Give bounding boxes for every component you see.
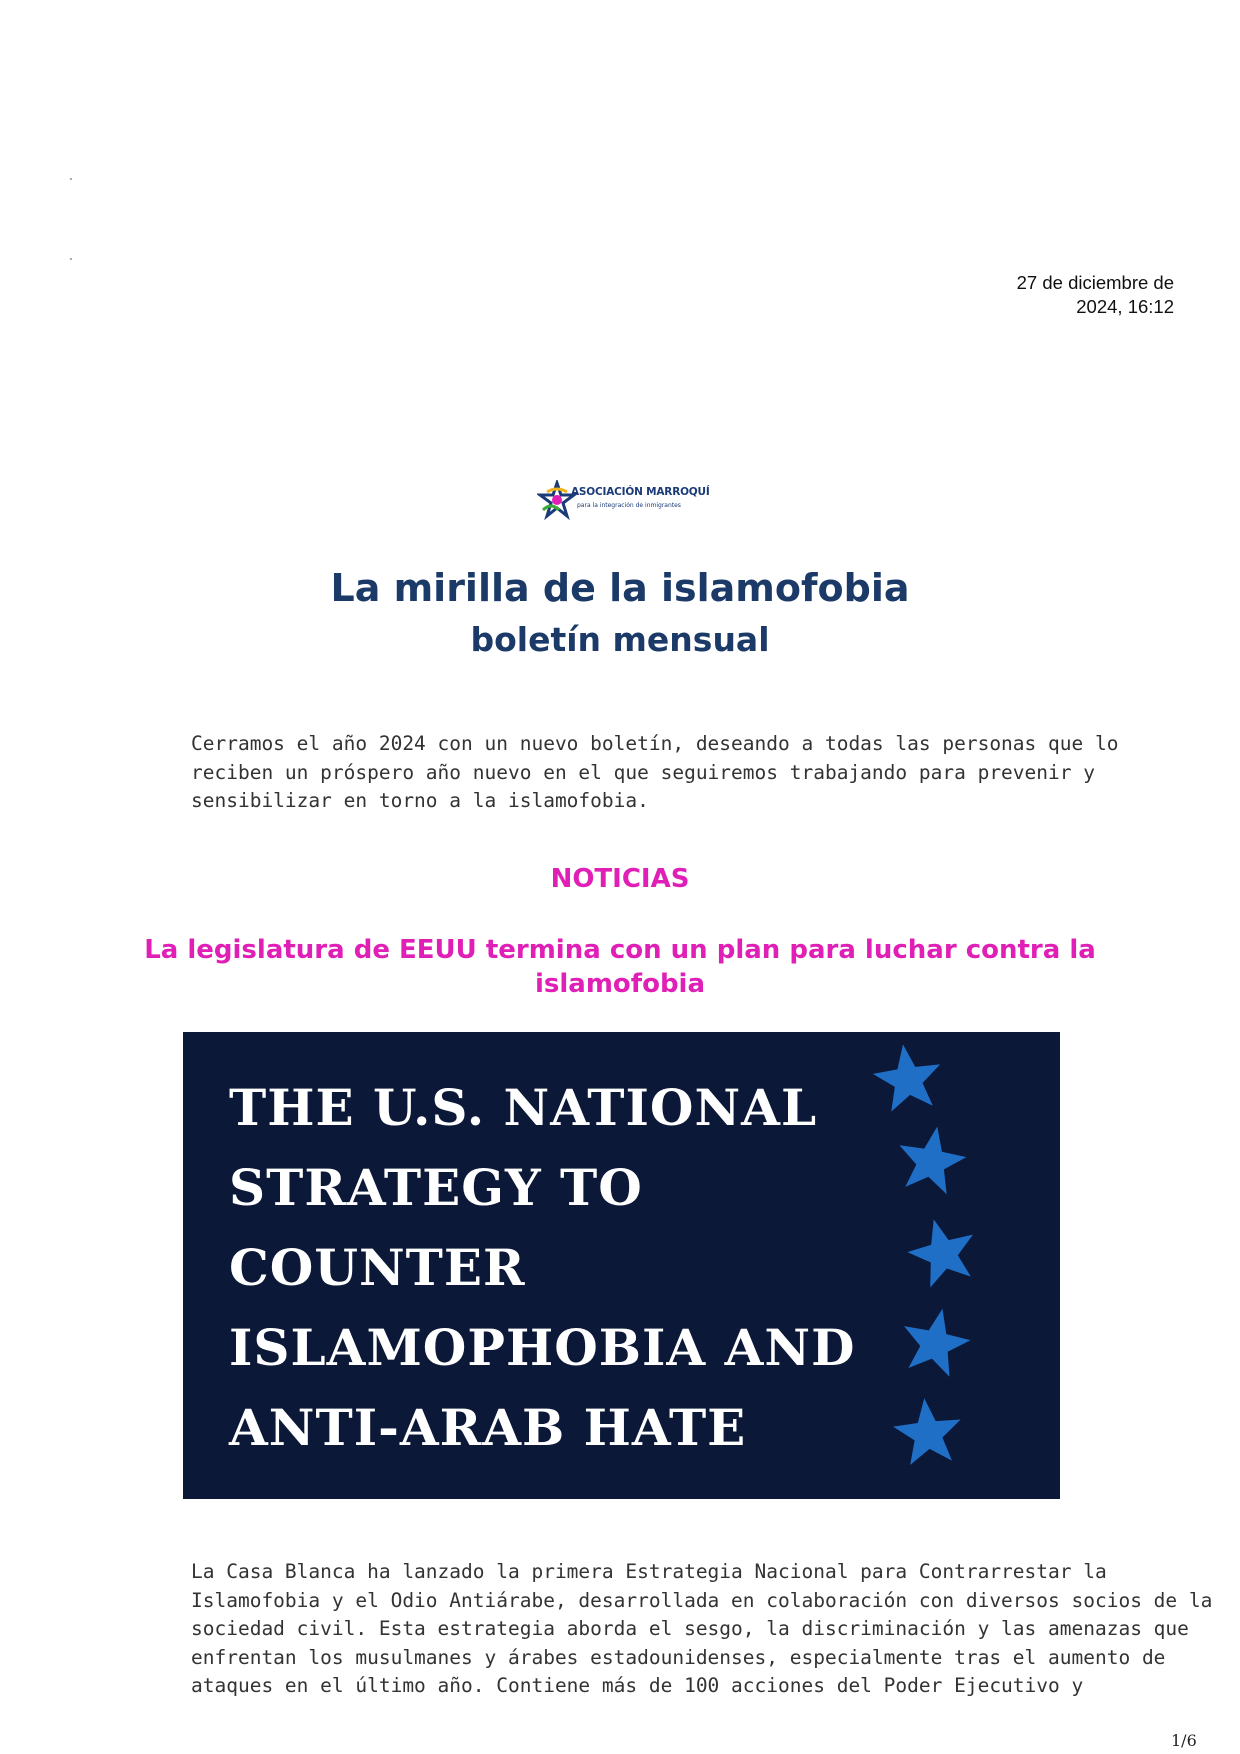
headline-line: La legislatura de EEUU termina con un plan para luchar contra la — [144, 935, 1096, 965]
newsletter-title: La mirilla de la islamofobia — [330, 566, 910, 610]
article-line: enfrentan los musulmanes y árabes estadounidenses, especialmente tras el aumento de — [191, 1645, 1166, 1669]
intro-paragraph — [191, 730, 1119, 816]
banner-line: THE U.S. NATIONAL — [229, 1078, 818, 1137]
intro-line: reciben un próspero año nuevo en el que seguiremos trabajando para prevenir y — [191, 760, 1095, 784]
banner-line: COUNTER — [229, 1238, 526, 1297]
article-line: La Casa Blanca ha lanzado la primera Estrategia Nacional para Contrarrestar la — [191, 1560, 1107, 1583]
star-icon — [896, 1302, 976, 1380]
star-icon — [901, 1210, 984, 1290]
timestamp-line: 2024, 16:12 — [1076, 296, 1174, 317]
page-mark — [70, 258, 72, 260]
banner-stars — [183, 1032, 1060, 1499]
star-icon — [869, 1040, 945, 1114]
logo-tagline: para la integración de inmigrantes — [577, 502, 681, 509]
strategy-banner-image — [183, 1032, 1060, 1499]
section-heading: NOTICIAS — [550, 864, 690, 894]
banner-line: ISLAMOPHOBIA AND — [229, 1318, 856, 1377]
association-logo — [537, 480, 709, 520]
intro-line: Cerramos el año 2024 con un nuevo boletín, deseando a todas las personas que lo — [191, 732, 1119, 755]
page-mark — [70, 178, 72, 180]
news-headline — [0, 933, 1240, 1001]
print-timestamp — [954, 271, 1174, 319]
timestamp-line: 27 de diciembre de — [1016, 272, 1174, 293]
logo-name: ASOCIACIÓN MARROQUÍ — [571, 486, 710, 498]
article-line: sociedad civil. Esta estrategia aborda el sesgo, la discriminación y las amenazas que — [191, 1617, 1189, 1640]
article-line: ataques en el último año. Contiene más de 100 acciones del Poder Ejecutivo y — [191, 1674, 1084, 1697]
newsletter-subtitle: boletín mensual — [470, 620, 770, 659]
article-paragraph — [191, 1558, 1213, 1701]
article-line: Islamofobia y el Odio Antiárabe, desarrollada en colaboración con diversos socios de la — [191, 1588, 1213, 1612]
intro-line: sensibilizar en torno a la islamofobia. — [191, 789, 649, 812]
banner-line: STRATEGY TO — [229, 1158, 643, 1217]
star-icon — [892, 1121, 970, 1197]
headline-line: islamofobia — [534, 969, 706, 999]
page-number: 1/6 — [1171, 1731, 1197, 1750]
banner-line: ANTI-ARAB HATE — [229, 1398, 747, 1457]
star-icon — [890, 1395, 964, 1467]
